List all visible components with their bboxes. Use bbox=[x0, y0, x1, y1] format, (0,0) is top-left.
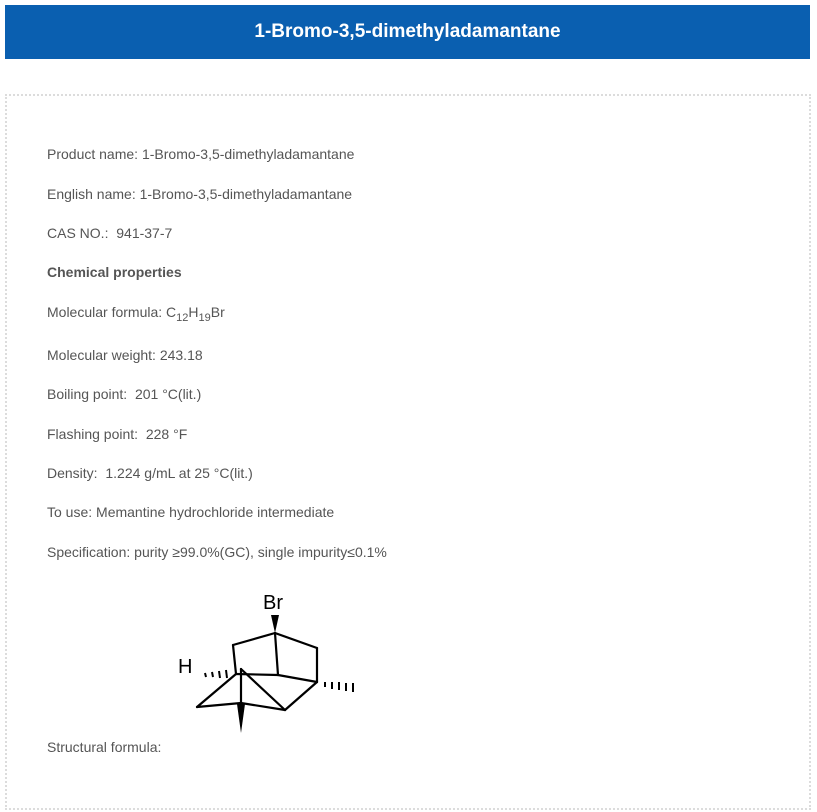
molecular-weight-row bbox=[47, 346, 203, 364]
density-value: 1.224 g/mL at 25 °C(lit.) bbox=[105, 465, 253, 481]
specification-row bbox=[47, 543, 387, 561]
cas-value: 941-37-7 bbox=[116, 225, 173, 241]
molecular-formula-label: Molecular formula: bbox=[47, 304, 163, 320]
english-name-value: 1-Bromo-3,5-dimethyladamantane bbox=[139, 186, 353, 202]
product-name-value: 1-Bromo-3,5-dimethyladamantane bbox=[141, 146, 355, 162]
specification-value: purity ≥99.0%(GC), single impurity≤0.1% bbox=[134, 544, 387, 560]
hydrogen-hash-bond bbox=[205, 670, 227, 678]
flashing-point-label: Flashing point: bbox=[47, 426, 139, 442]
adamantane-cage bbox=[197, 633, 317, 710]
boiling-point-row bbox=[47, 385, 201, 403]
cas-row bbox=[47, 224, 172, 242]
product-name-label: Product name: bbox=[47, 146, 139, 162]
use-value: Memantine hydrochloride intermediate bbox=[96, 504, 335, 520]
bromine-wedge-bond bbox=[271, 615, 279, 633]
formula-hydrogen-count: 19 bbox=[198, 312, 211, 324]
structural-formula-label: Structural formula: bbox=[47, 739, 162, 755]
methyl-hash-bond bbox=[325, 682, 353, 692]
boiling-point-label: Boiling point: bbox=[47, 386, 128, 402]
bromine-atom-label: Br bbox=[263, 592, 283, 614]
formula-carbon-count: 12 bbox=[176, 312, 189, 324]
page-title-banner bbox=[5, 5, 810, 59]
structural-formula-row bbox=[47, 738, 161, 756]
flashing-point-row bbox=[47, 425, 187, 443]
use-row bbox=[47, 503, 334, 521]
methyl-wedge-bond bbox=[237, 704, 245, 733]
boiling-point-value: 201 °C(lit.) bbox=[134, 386, 202, 402]
page-title: 1-Bromo-3,5-dimethyladamantane bbox=[254, 21, 561, 42]
english-name-row bbox=[47, 185, 352, 203]
molecular-formula-value bbox=[166, 304, 225, 324]
cas-label: CAS NO.: bbox=[47, 225, 109, 241]
molecular-formula-row bbox=[47, 303, 225, 324]
use-label: To use: bbox=[47, 504, 93, 520]
density-row bbox=[47, 464, 253, 482]
structural-formula-image bbox=[165, 585, 370, 740]
density-label: Density: bbox=[47, 465, 98, 481]
flashing-point-value: 228 °F bbox=[145, 426, 188, 442]
molecular-weight-value: 243.18 bbox=[159, 347, 203, 363]
chemical-properties-heading-row bbox=[47, 263, 182, 281]
specification-label: Specification: bbox=[47, 544, 131, 560]
formula-hydrogen: H bbox=[188, 304, 199, 320]
product-name-row bbox=[47, 145, 354, 163]
formula-carbon: C bbox=[166, 304, 177, 320]
molecular-weight-label: Molecular weight: bbox=[47, 347, 156, 363]
formula-bromine: Br bbox=[210, 304, 225, 320]
chemical-properties-heading: Chemical properties bbox=[47, 264, 182, 280]
english-name-label: English name: bbox=[47, 186, 136, 202]
hydrogen-atom-label: H bbox=[178, 656, 193, 678]
